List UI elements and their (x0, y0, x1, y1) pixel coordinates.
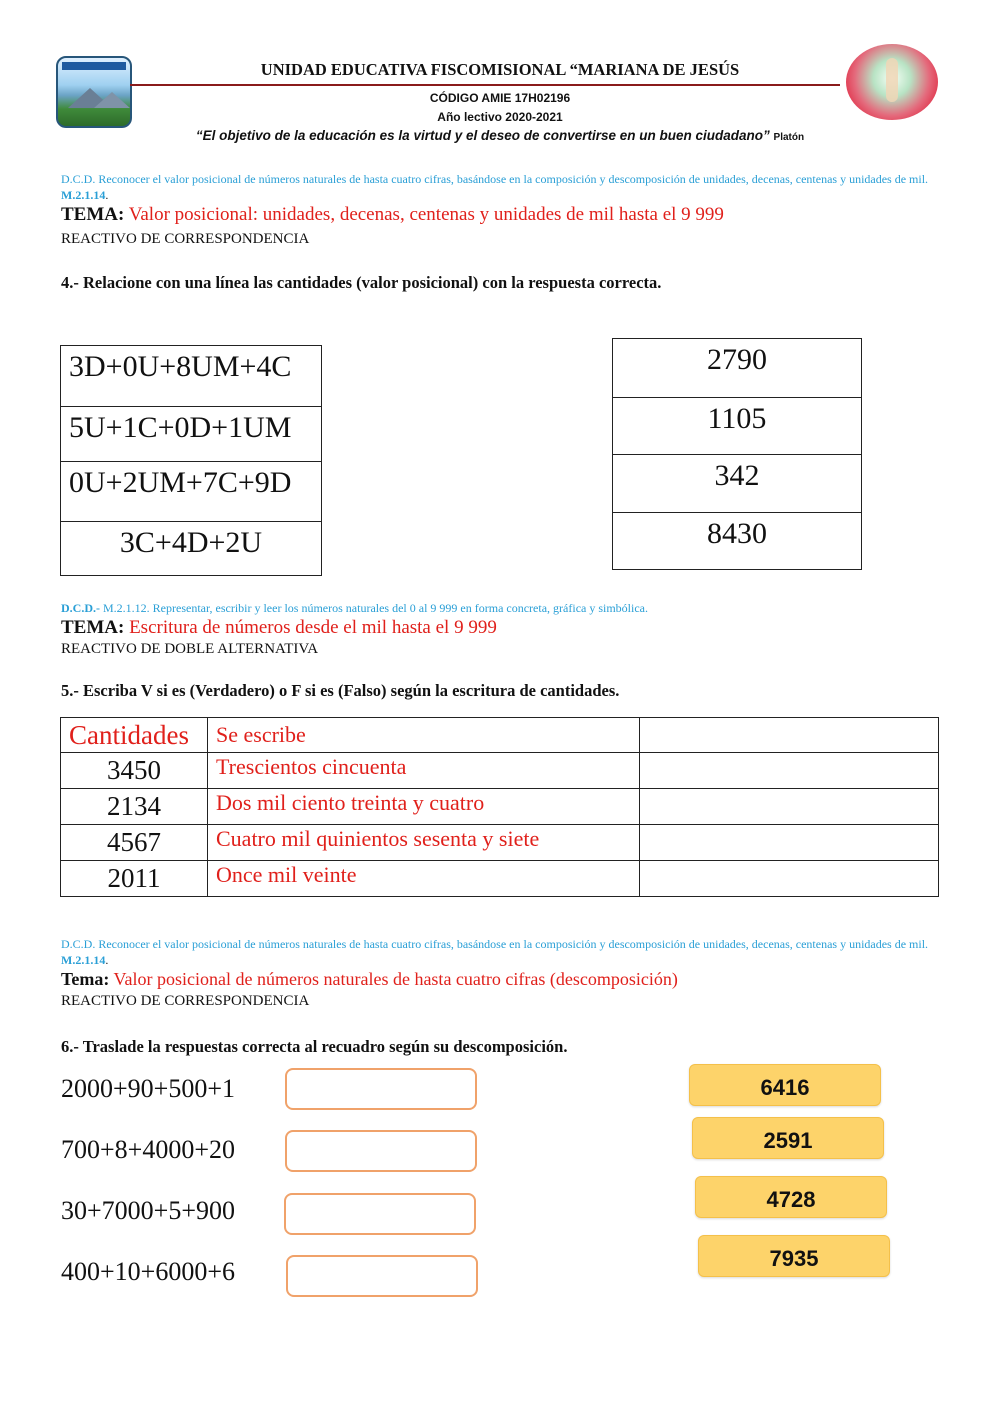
dcd-section5 (61, 600, 648, 616)
dcd-code: M.2.1.14 (61, 953, 106, 967)
table-row (61, 789, 939, 825)
tema-section4 (61, 204, 724, 226)
school-year: Año lectivo 2020-2021 (437, 110, 563, 124)
dcd-section4 (61, 171, 941, 203)
match-right-item[interactable]: 2790 (612, 338, 862, 398)
table-row (61, 753, 939, 789)
dcd-text: D.C.D. Reconocer el valor posicional de números naturales de hasta cuatro cifras, basándose en la composición y descomposición de unidades, decenas, centenas y unidades de mil. (61, 937, 929, 951)
dcd-text: D.C.D. Reconocer el valor posicional de números naturales de hasta cuatro cifras, basándose en la composición y descomposición de unidades, decenas, centenas y unidades de mil. (61, 172, 929, 186)
question-5: 5.- Escriba V si es (Verdadero) o F si es (Falso) según la escritura de cantidades. (61, 681, 620, 700)
table-row (61, 825, 939, 861)
match-right-item[interactable]: 342 (612, 454, 862, 513)
match-left-item[interactable]: 3C+4D+2U (60, 521, 322, 576)
quantity-cell: 2134 (61, 789, 208, 825)
question-6: 6.- Traslade la respuestas correcta al recuadro según su descomposición. (61, 1037, 568, 1056)
match-right-item[interactable]: 8430 (612, 512, 862, 570)
decomposition-expression: 700+8+4000+20 (61, 1135, 235, 1164)
tema-label: TEMA: (61, 617, 125, 638)
quantity-cell: 4567 (61, 825, 208, 861)
match-left-item[interactable]: 3D+0U+8UM+4C (60, 345, 322, 407)
table-header-row (61, 718, 939, 753)
answer-cell[interactable] (640, 861, 939, 897)
motto-author: Platón (773, 132, 805, 143)
question-4: 4.- Relacione con una línea las cantidades (valor posicional) con la respuesta correcta. (61, 273, 662, 292)
col-answer-header (640, 718, 939, 753)
tema-text: Valor posicional de números naturales de hasta cuatro cifras (descomposición) (113, 969, 678, 989)
written-cell: Dos mil ciento treinta y cuatro (208, 789, 640, 825)
written-cell: Trescientos cincuenta (208, 753, 640, 789)
tema-text: Valor posicional: unidades, decenas, centenas y unidades de mil hasta el 9 999 (128, 204, 724, 225)
amie-code: CÓDIGO AMIE 17H02196 (429, 91, 571, 105)
answer-tile[interactable]: 7935 (698, 1235, 890, 1277)
school-logo-right (846, 44, 938, 120)
answer-drop-box[interactable] (285, 1068, 477, 1110)
school-title: UNIDAD EDUCATIVA FISCOMISIONAL “MARIANA DE JESÚS (260, 60, 740, 79)
dcd-end: . (105, 188, 109, 202)
tema-section5 (61, 617, 497, 639)
match-left-item[interactable]: 5U+1C+0D+1UM (60, 406, 322, 462)
col-quantity-header: Cantidades (61, 718, 208, 753)
header-divider (130, 84, 840, 86)
decomposition-expression: 2000+90+500+1 (61, 1074, 235, 1103)
tema-label: TEMA: (61, 204, 125, 225)
col-written-header: Se escribe (208, 718, 640, 753)
reactivo-section6: REACTIVO DE CORRESPONDENCIA (61, 993, 310, 1009)
answer-drop-box[interactable] (286, 1255, 478, 1297)
tema-section6 (61, 969, 678, 990)
reactivo-section4: REACTIVO DE CORRESPONDENCIA (61, 231, 310, 247)
answer-tile[interactable]: 2591 (692, 1117, 884, 1159)
answer-drop-box[interactable] (285, 1130, 477, 1172)
motto-text: “El objetivo de la educación es la virtud y el deseo de convertirse en un buen ciudadano” (195, 128, 770, 143)
decomposition-expression: 30+7000+5+900 (61, 1196, 235, 1225)
true-false-table (60, 717, 939, 897)
dcd-text: M.2.1.12. Representar, escribir y leer los números naturales del 0 al 9 999 en forma concreta, gráfica y simbólica. (103, 601, 648, 615)
table-row (61, 861, 939, 897)
written-cell: Cuatro mil quinientos sesenta y siete (208, 825, 640, 861)
dcd-section6 (61, 936, 941, 968)
match-right-item[interactable]: 1105 (612, 397, 862, 455)
written-cell: Once mil veinte (208, 861, 640, 897)
answer-tile[interactable]: 4728 (695, 1176, 887, 1218)
motto (0, 128, 1000, 143)
dcd-end: . (105, 953, 109, 967)
answer-tile[interactable]: 6416 (689, 1064, 881, 1106)
decomposition-expression: 400+10+6000+6 (61, 1257, 235, 1286)
dcd-label: D.C.D.- (61, 601, 100, 615)
answer-drop-box[interactable] (284, 1193, 476, 1235)
quantity-cell: 2011 (61, 861, 208, 897)
tema-label: Tema: (61, 969, 110, 989)
match-left-item[interactable]: 0U+2UM+7C+9D (60, 461, 322, 522)
quantity-cell: 3450 (61, 753, 208, 789)
reactivo-section5: REACTIVO DE DOBLE ALTERNATIVA (61, 641, 319, 657)
answer-cell[interactable] (640, 789, 939, 825)
answer-cell[interactable] (640, 825, 939, 861)
tema-text: Escritura de números desde el mil hasta el 9 999 (129, 617, 497, 638)
dcd-code: M.2.1.14 (61, 188, 106, 202)
answer-cell[interactable] (640, 753, 939, 789)
